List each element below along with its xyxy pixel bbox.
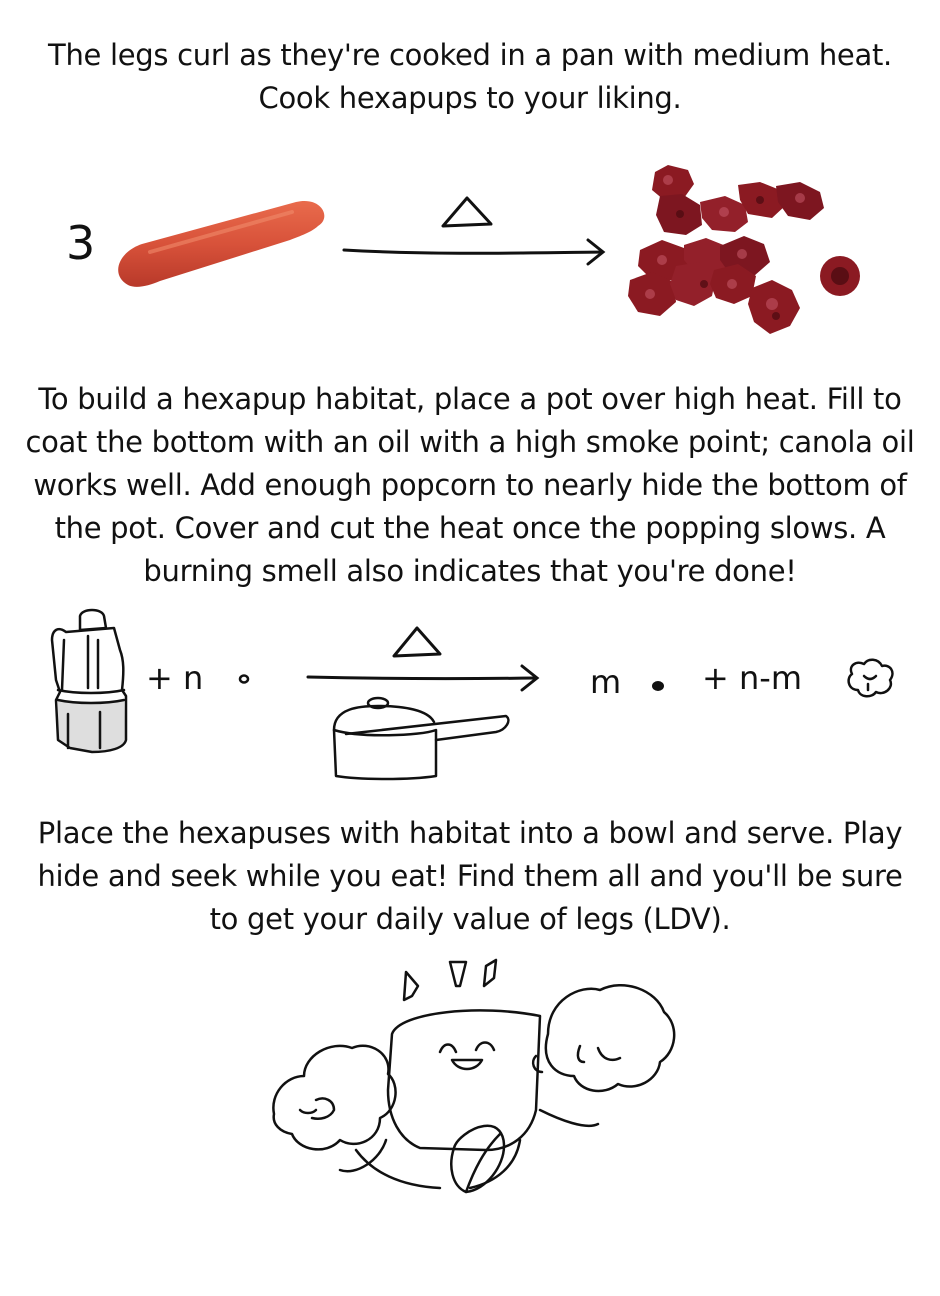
pot-illustration	[334, 698, 508, 779]
heat-triangle-icon	[443, 198, 491, 226]
habitat-line: To build a hexapup habitat, place a pot over high heat. Fill to	[38, 382, 902, 416]
intro-line: The legs curl as they're cooked in a pan with medium heat.	[48, 38, 892, 72]
arrow-icon	[308, 666, 537, 690]
equation-m: m	[590, 663, 622, 701]
habitat-line: the pot. Cover and cut the heat once the popping slows. A	[54, 511, 886, 545]
habitat-line: burning smell also indicates that you're done!	[143, 554, 797, 588]
equation-plus-n-minus-m: + n-m	[702, 659, 802, 697]
serve-line: to get your daily value of legs (LDV).	[209, 902, 731, 936]
bowl-mascot-illustration	[273, 960, 674, 1192]
kernel-icon	[240, 676, 248, 683]
habitat-line: coat the bottom with an oil with a high smoke point; canola oil	[25, 425, 915, 459]
equation-plus-n: + n	[146, 659, 204, 697]
hotdog-illustration	[118, 201, 324, 287]
intro-line: Cook hexapups to your liking.	[258, 81, 682, 115]
serve-line: Place the hexapuses with habitat into a bowl and serve. Play	[37, 816, 903, 850]
cooked-hexapups-illustration	[628, 165, 860, 334]
serve-paragraph	[0, 812, 940, 941]
step-number: 3	[66, 216, 96, 270]
popcorn-icon	[849, 660, 893, 697]
habitat-line: works well. Add enough popcorn to nearly hide the bottom of	[33, 468, 907, 502]
serve-line: hide and seek while you eat! Find them all and you'll be sure	[37, 859, 903, 893]
arrow-icon	[344, 240, 603, 264]
oil-fill	[58, 700, 126, 752]
heat-triangle-icon	[394, 628, 440, 656]
popcorn-dot-icon	[652, 681, 664, 691]
habitat-paragraph	[0, 378, 940, 593]
